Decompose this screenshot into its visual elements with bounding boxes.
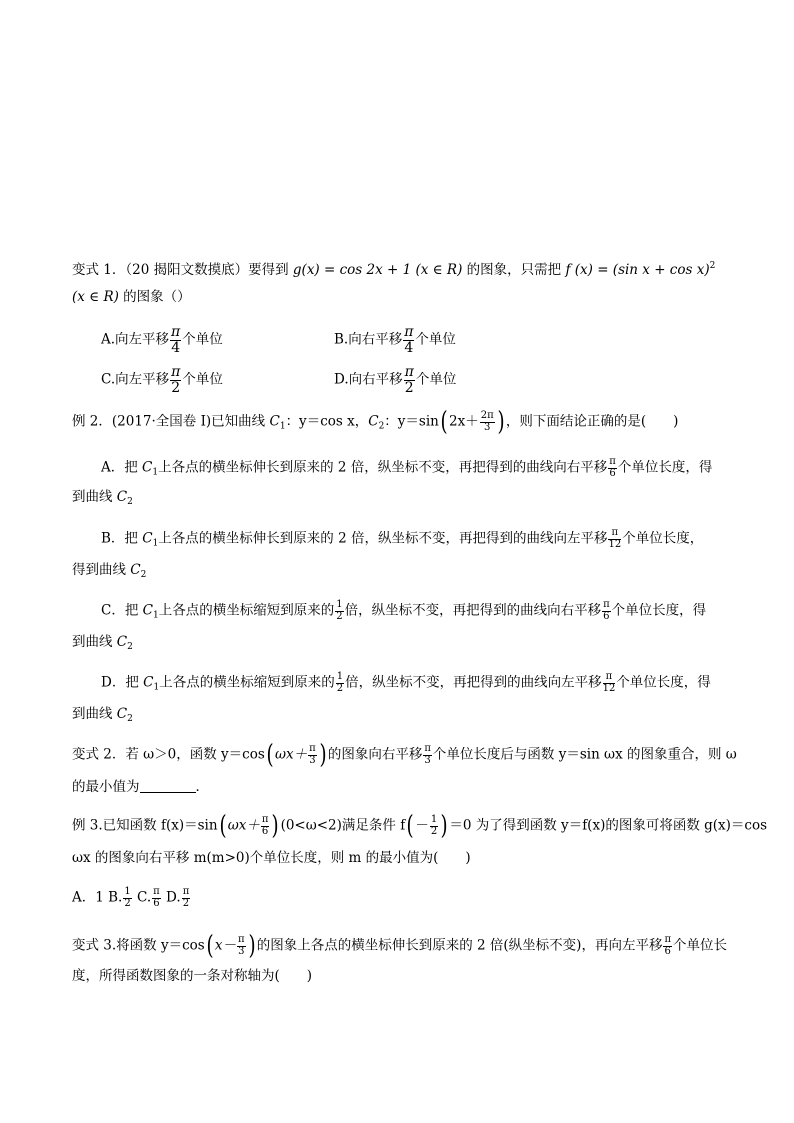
fraction [663,935,672,957]
option-label: D．把 [101,674,144,691]
frac-num: 1 [430,814,438,825]
option-text: 个单位长度，得 [611,602,707,619]
option-text: 得到曲线 [72,562,131,578]
subscript: 2 [140,570,147,580]
v1-line2 [72,291,191,305]
ex3-text: 例 3.已知函数 f(x)＝sin [72,817,218,834]
c2-equation: ：y＝sin [384,413,439,430]
v3-line1 [72,933,727,959]
frac-den: 6 [603,610,610,622]
arg-text: ωx＋ [274,746,308,763]
unit-text: 个单位 [182,331,223,348]
fraction [602,600,611,622]
frac-num: π [171,364,181,380]
v2-text: 个单位长度后与函数 y＝sin ωx 的图象重合，则 ω [432,746,737,763]
frac-num: 2π [480,410,494,421]
unit-text: 个单位 [182,371,223,388]
option-label: A．把 [101,459,143,476]
option-text: 到曲线 [72,634,117,650]
frac-den: 2 [336,610,343,622]
ex3-text: ＝0 为了得到函数 y＝f(x)的图象可将函数 g(x)＝cos [449,817,768,834]
subscript: 1 [279,421,286,432]
frac-num: π [424,743,431,754]
arg-text: 2x＋ [449,413,479,430]
left-paren: ( [266,740,274,770]
arg-text: － [415,817,429,834]
frac-den: 4 [171,339,181,356]
v1-option-b [334,325,456,355]
fraction [608,528,621,550]
frac-den: 3 [309,754,316,766]
fraction [152,887,161,909]
frac-den: 12 [608,538,622,550]
ex3-line2 [72,852,471,866]
frac-num: π [153,886,160,897]
fraction [603,672,616,694]
fraction [480,411,495,433]
v1-text: 的图象（） [118,289,191,305]
subscript: 2 [127,497,133,507]
option-text: 倍，纵坐标不变，再把得到的曲线向右平移 [344,602,602,619]
option-b: B. [108,889,123,906]
option-text: 倍，纵坐标不变，再把得到的曲线向左平移 [345,674,602,691]
arg-text: x－ [214,937,236,954]
frac-den: 6 [261,825,269,837]
subscript: 1 [152,467,159,478]
option-d: D. [166,889,181,906]
option-text: 上各点的横坐标伸长到原来的 2 倍，纵坐标不变，再把得到的曲线向左平移 [158,530,608,547]
ex3-options [72,887,191,909]
ex2-option-b [101,528,703,550]
fraction [170,365,181,395]
frac-num: π [404,324,414,340]
right-paren: ) [497,407,505,437]
frac-num: 1 [336,671,344,682]
ex2-option-b-cont [72,564,146,580]
option-text: 到曲线 [72,706,117,722]
v3-text: 个单位长 [673,937,728,954]
v3-text: 的图象上各点的横坐标伸长到原来的 2 倍(纵坐标不变)，再向左平移 [256,937,663,954]
c1-equation: ：y＝cos x， [285,413,369,430]
fraction [336,672,344,694]
frac-num: π [664,934,672,945]
fraction [430,815,438,837]
fraction [182,887,191,909]
frac-num: π [404,364,414,380]
unit-text: 个单位 [415,331,456,348]
ex2-text: ，则下面结论正确的是( ) [505,413,679,430]
answer-blank[interactable] [140,780,196,793]
frac-num: π [238,934,245,945]
subscript: 2 [378,421,385,432]
frac-den: 2 [124,897,131,909]
ex2-option-a [101,457,712,479]
curve-c2: C [130,562,141,578]
option-text: 上各点的横坐标缩短到原来的 [159,674,335,691]
v2-text: 的最小值为 [72,779,140,795]
ex2-option-d [101,672,711,694]
v2-text: ． [195,779,209,795]
f-expression: f (x) = (sin x + cos x) [565,262,710,278]
v3-text: 度，所得函数图象的一条对称轴为( ) [72,968,313,984]
fraction [335,600,343,622]
frac-num: 1 [124,886,131,897]
frac-num: π [309,743,316,754]
subscript: 2 [127,714,133,724]
right-paren: ) [319,740,327,770]
frac-den: 2 [430,825,438,837]
f-exponent: 2 [709,261,716,271]
v2-text: 的图象向右平移 [327,746,423,763]
v1-option-a [101,325,223,355]
curve-c1: C [142,459,153,476]
fraction [261,815,270,837]
option-label: B.向右平移 [334,331,403,348]
ex2-stem [72,409,678,435]
frac-den: 3 [238,945,245,957]
curve-c1: C [142,602,153,619]
option-label: C．把 [101,602,143,619]
frac-den: 2 [336,682,344,694]
option-text: 到曲线 [72,489,117,505]
left-paren: ( [206,931,214,961]
curve-c1: C [142,530,153,547]
option-text: 上各点的横坐标伸长到原来的 2 倍，纵坐标不变，再把得到的曲线向右平移 [158,459,608,476]
curve-c1: C [269,413,280,430]
fraction [308,744,317,766]
unit-text: 个单位 [415,371,457,388]
option-c: C. [137,889,152,906]
right-paren: ) [271,811,280,841]
ex3-text: ωx 的图象向右平移 m(m>0)个单位长度，则 m 的最小值为( ) [72,850,471,866]
frac-num: π [182,886,190,897]
v3-line2 [72,970,312,984]
option-label: D.向右平移 [334,371,403,388]
curve-c2: C [116,634,128,650]
v2-text: 变式 2．若 ω＞0，函数 y＝cos [72,746,265,763]
option-label: B．把 [101,530,143,547]
frac-num: π [609,456,616,467]
option-text: 个单位长度，得 [616,674,711,691]
option-text: 上各点的横坐标缩短到原来的 [158,602,335,619]
v1-option-d [334,365,456,395]
curve-c2: C [116,489,128,505]
fraction [237,935,246,957]
g-expression: g(x) = cos 2x + 1 (x ∈ R) [292,262,463,278]
frac-num: 1 [336,599,343,610]
fraction [404,365,415,395]
subscript: 1 [152,610,159,621]
ex3-line1 [72,813,767,839]
ex2-text: 例 2．(2017·全国卷 I)已知曲线 [72,413,270,430]
ex2-option-a-cont [72,491,133,507]
frac-den: 2 [171,379,181,396]
fraction [608,457,617,479]
fraction [403,325,414,355]
v1-text: 变式 1．（20 揭阳文数摸底）要得到 [72,262,293,278]
option-text: 个单位长度， [622,530,704,547]
fraction [423,744,432,766]
option-a: A．1 [72,889,104,906]
frac-den: 6 [609,467,616,479]
frac-num: π [171,324,181,340]
curve-c1: C [143,674,154,691]
option-label: C.向左平移 [101,371,170,388]
right-paren: ) [248,931,256,961]
frac-den: 3 [424,754,431,766]
ex2-option-d-cont [72,708,133,724]
curve-c2: C [116,706,128,722]
right-paren: ) [440,811,448,841]
frac-den: 2 [404,379,414,396]
fraction [123,887,131,909]
ex2-option-c-cont [72,636,133,652]
arg-text: ωx＋ [227,817,260,834]
frac-num: π [261,814,269,825]
domain-expression: (x ∈ R) [72,289,119,305]
subscript: 1 [153,682,160,693]
ex2-option-c [101,600,706,622]
frac-num: π [608,528,621,540]
left-paren: ( [406,811,414,841]
frac-den: 6 [153,897,160,909]
ex3-text: (0<ω<2)满足条件 f [280,817,406,834]
v1-text: 的图象，只需把 [462,262,566,278]
subscript: 2 [127,642,133,652]
frac-den: 2 [182,897,190,909]
fraction [170,325,181,355]
v1-line1 [72,262,715,278]
frac-den: 6 [664,945,671,957]
subscript: 1 [152,538,159,549]
v3-text: 变式 3.将函数 y＝cos [72,937,205,954]
option-label: A.向左平移 [101,331,170,348]
frac-den: 4 [404,339,414,356]
frac-num: π [603,672,616,684]
left-paren: ( [219,811,227,841]
v2-line2 [72,780,209,795]
v2-line1 [72,742,737,768]
left-paren: ( [440,407,448,437]
frac-den: 3 [484,421,491,433]
v1-option-c [101,365,223,395]
curve-c2: C [368,413,379,430]
option-text: 个单位长度，得 [617,459,713,476]
frac-den: 12 [602,682,616,694]
frac-num: π [603,599,610,610]
